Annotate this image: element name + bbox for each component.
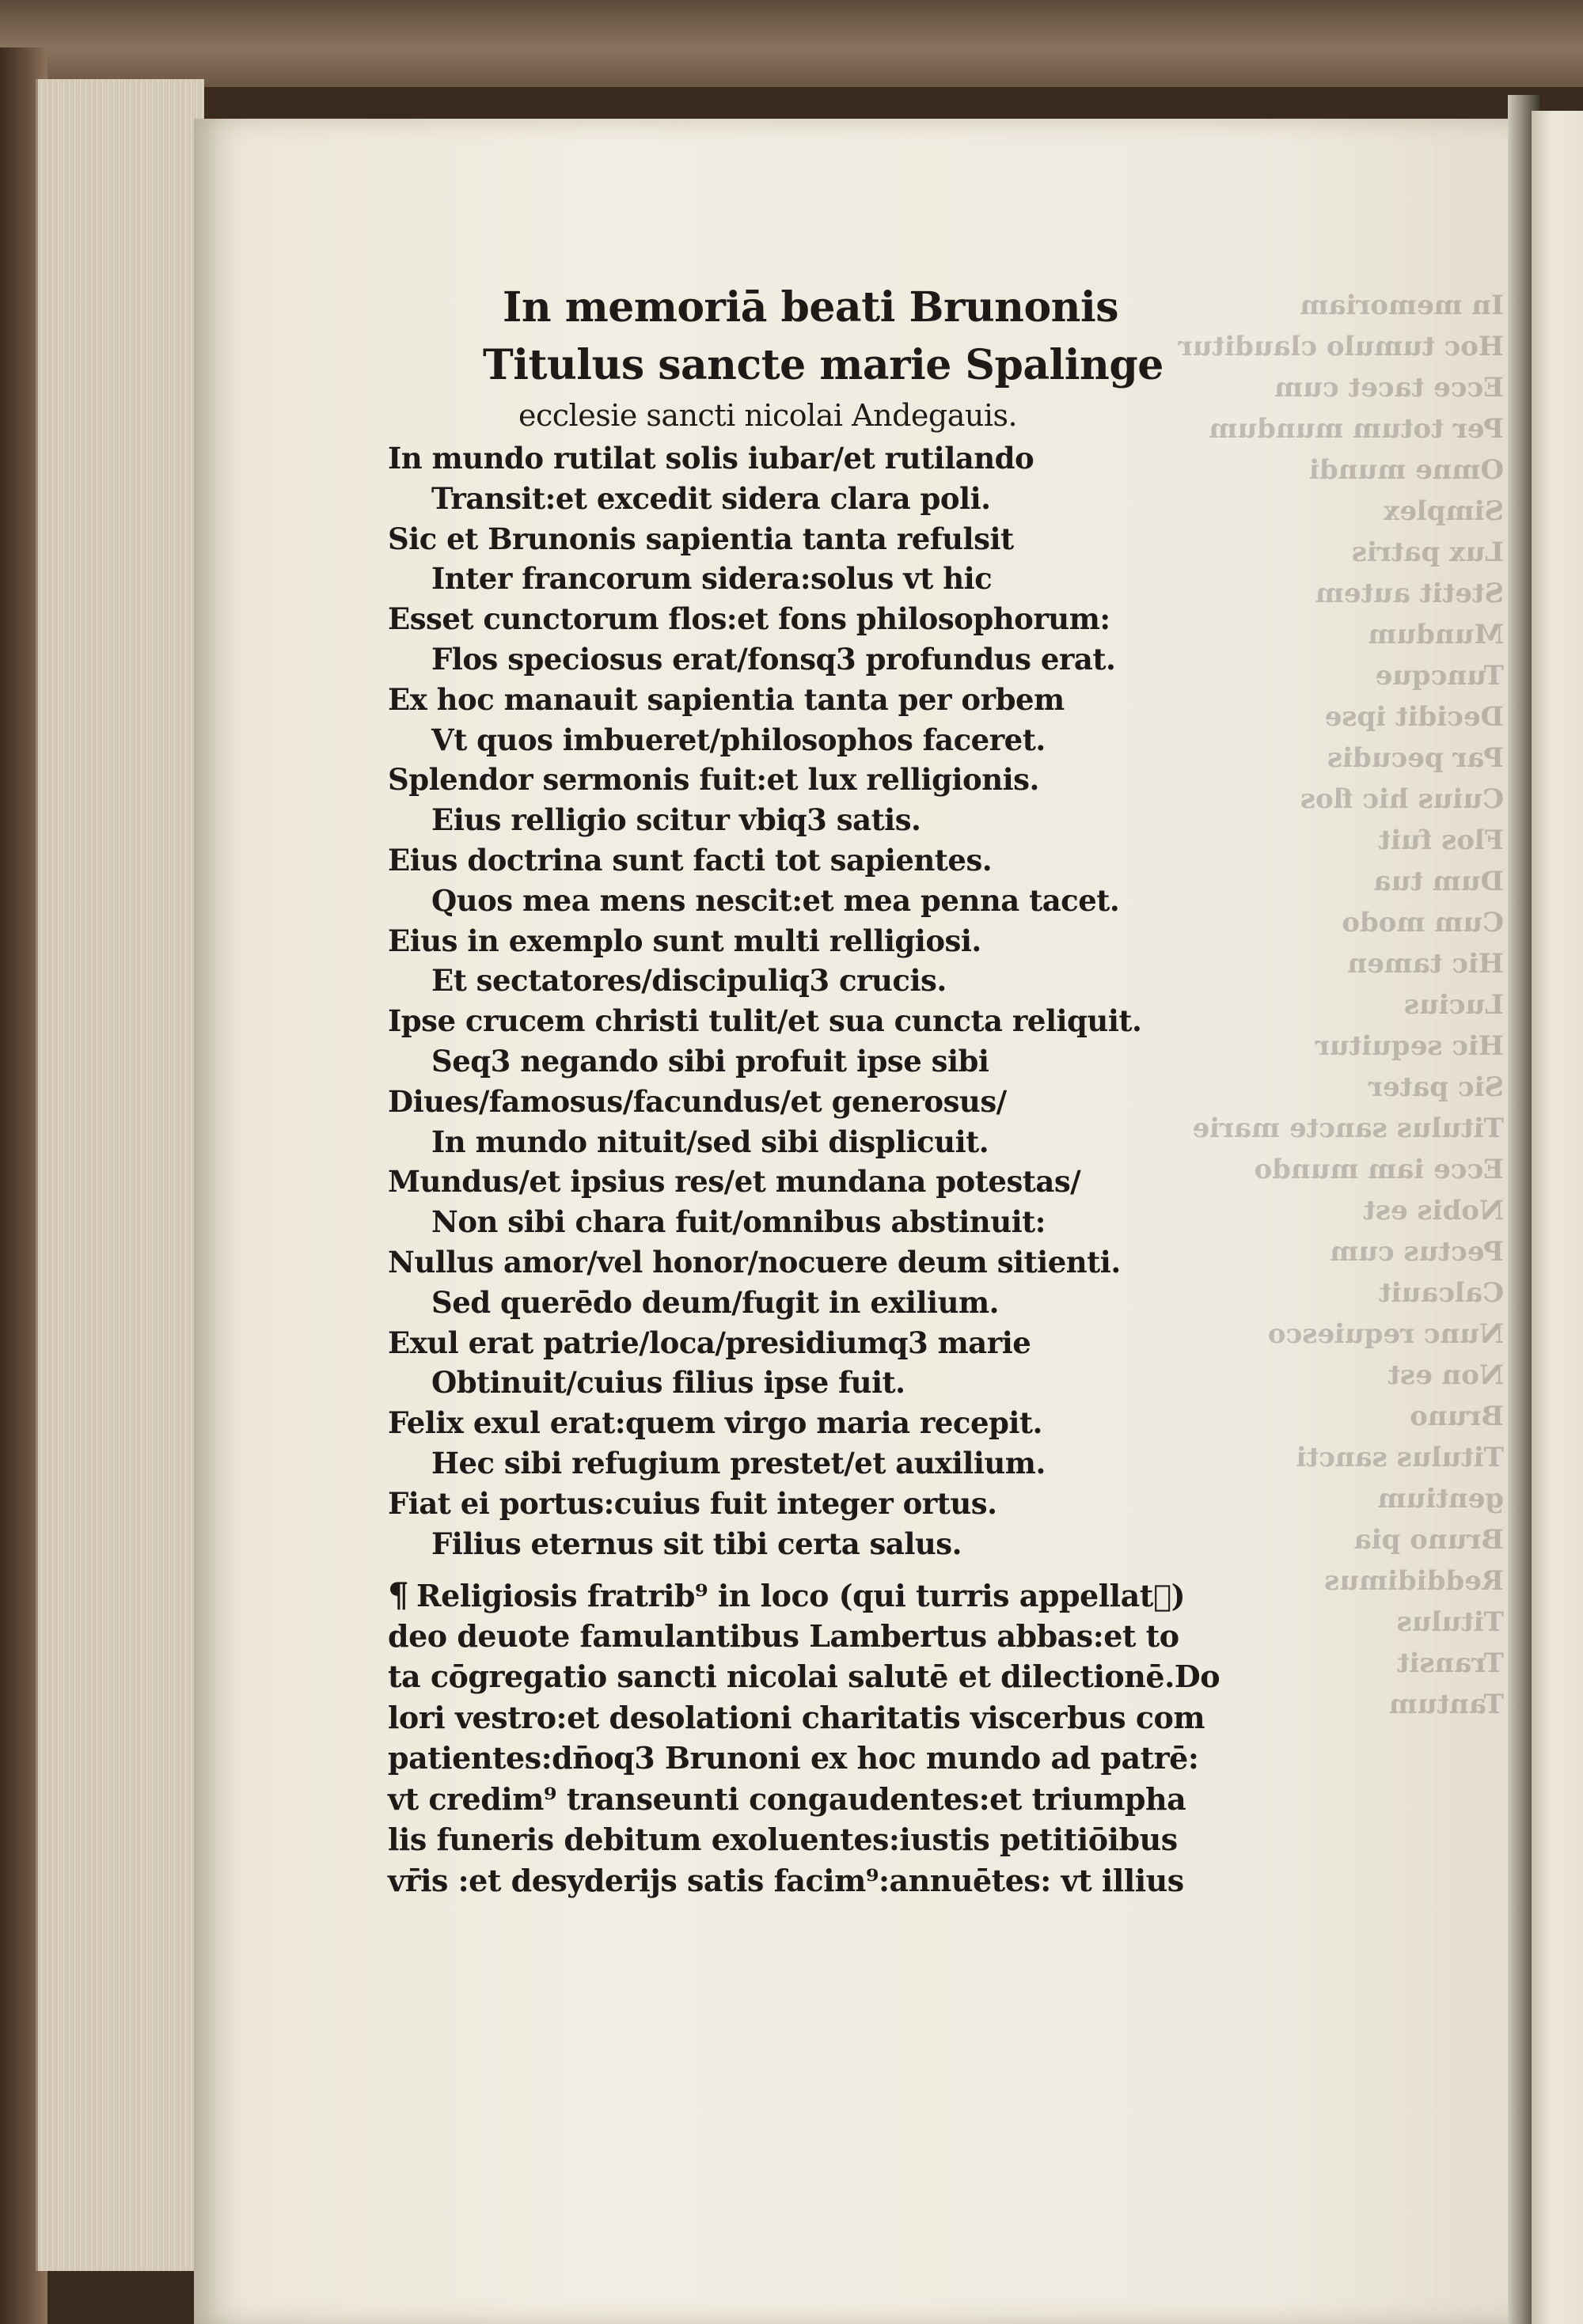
letter-line: vr̄is :et desyderijs satis facim⁹:annuētes: vt illius [388,1862,1184,1898]
show-through-line: Per totum mundum [1209,413,1504,445]
letter-line: patientes:dn̄oq3 Brunoni ex hoc mundo ad patrē: [388,1740,1199,1776]
show-through-line: Mundum [1368,619,1504,650]
verse-line: Eius doctrina sunt facti tot sapientes. [388,842,993,878]
verse-line: Mundus/et ipsius res/et mundana potestas/ [388,1164,1081,1200]
verse-line: Filius eternus sit tibi certa salus. [431,1526,962,1561]
show-through-line: Titulus sancti [1296,1442,1504,1473]
show-through-line: Omne mundi [1309,454,1504,486]
verse-line: Sed querēdo deum/fugit in exilium. [431,1284,1000,1320]
show-through-line: Non est [1387,1359,1504,1391]
verse-line: Vt quos imbueret/philosophos faceret. [431,722,1046,757]
show-through-line: Stetit autem [1315,578,1504,609]
letter-line: lori vestro:et desolationi charitatis viscerbus com [388,1699,1205,1735]
show-through-line: Simplex [1383,495,1504,527]
show-through-line: Pectus cum [1330,1236,1504,1268]
show-through-line: Calcauit [1378,1277,1504,1309]
show-through-line: Transit [1396,1647,1504,1679]
verse-line: Et sectatores/discipuliq3 crucis. [431,963,947,999]
show-through-line: Ecce iam mundo [1254,1154,1504,1185]
verse-line: In mundo rutilat solis iubar/et rutilando [388,441,1034,476]
show-through-line: Hic sequitur [1315,1030,1504,1062]
poem [388,438,1195,1564]
letter-line: vt credim⁹ transeunti congaudentes:et triumpha [388,1780,1186,1817]
letter-line [388,1575,1195,1616]
show-through-line: gentium [1377,1483,1504,1515]
verse-line: Esset cunctorum flos:et fons philosophorum: [388,601,1110,637]
verse-line: Eius in exemplo sunt multi relligiosi. [388,923,981,958]
show-through-line: Sic pater [1368,1071,1504,1103]
verse-line: Ex hoc manauit sapientia tanta per orbem [388,681,1065,717]
show-through-line: Titulus sancte marie [1192,1113,1504,1144]
show-through-line: Tuncque [1375,660,1504,692]
verse-line: Splendor sermonis fuit:et lux relligionis. [388,762,1039,798]
show-through-line: Cum modo [1342,907,1504,938]
show-through-line: Dum tua [1373,866,1504,897]
verse-line: Nullus amor/vel honor/nocuere deum sitienti. [388,1244,1121,1280]
show-through-line: Ecce tacet cum [1274,372,1504,404]
verse-line: Felix exul erat:quem virgo maria recepit. [388,1405,1042,1441]
verse-line: Sic et Brunonis sapientia tanta refulsit [388,521,1014,556]
show-through-line: Par pecudis [1327,742,1504,774]
show-through-line: Hic tamen [1347,948,1504,980]
verse-line: Ipse crucem christi tulit/et sua cuncta reliquit. [388,1003,1142,1039]
letter-line-text: Religiosis fratrib⁹ in loco (qui turris appellat᷑) [416,1578,1186,1614]
show-through-line: Bruno pia [1353,1524,1504,1556]
show-through-line: Decidit ipse [1324,701,1504,733]
heading-line-3: ecclesie sancti nicolai Andegauis. [518,398,1018,433]
show-through-line: Reddidimus [1324,1565,1504,1597]
verse-line: Exul erat patrie/loca/presidiumq3 marie [388,1325,1031,1360]
printed-text [388,277,1220,1901]
verse-line: Flos speciosus erat/fonsq3 profundus erat. [431,641,1116,677]
show-through-line: Lux patris [1351,536,1504,568]
verse-line: Transit:et excedit sidera clara poli. [431,480,991,516]
verse-line: Eius relligio scitur vbiq3 satis. [431,802,921,838]
show-through-line: Hoc tumulo clauditur [1178,331,1504,362]
verse-line: In mundo nituit/sed sibi displicuit. [431,1124,989,1159]
verse-line: Obtinuit/cuius filius ipse fuit. [431,1365,905,1401]
facing-page-edge [1532,111,1583,2324]
verse-line: Seq3 negando sibi profuit ipse sibi [431,1043,989,1079]
show-through-line: Lucius [1403,989,1504,1021]
book-cover-top [0,0,1583,87]
verse-line: Hec sibi refugium prestet/et auxilium. [431,1445,1046,1480]
pilcrow-mark: ¶ [388,1575,409,1615]
page-edges [36,79,204,2271]
letter-paragraph [388,1575,1220,1901]
verse-line: Fiat ei portus:cuius fuit integer ortus. [388,1485,997,1521]
heading-line-2: Titulus sancte marie Spalinge [483,341,1164,389]
show-through-line: Nobis est [1363,1195,1504,1226]
letter-line: ta cōgregatio sancti nicolai salutē et dilectionē.Do [388,1659,1220,1695]
letter-line: deo deuote famulantibus Lambertus abbas:et to [388,1617,1179,1654]
verse-line: Diues/famosus/facundus/et generosus/ [388,1083,1007,1119]
show-through-line: Tantum [1388,1689,1504,1720]
show-through-line: Cuius hic flos [1300,783,1504,815]
show-through-text [1178,285,1504,1828]
show-through-line: Bruno [1410,1401,1504,1432]
verse-line: Non sibi chara fuit/omnibus abstinuit: [431,1204,1046,1240]
verse-line: Quos mea mens nescit:et mea penna tacet. [431,882,1120,918]
verse-line: Inter francorum sidera:solus vt hic [431,561,993,597]
show-through-line: Nunc requiesco [1267,1318,1504,1350]
show-through-line: Flos fuit [1378,825,1504,856]
show-through-line: In memoriam [1300,290,1504,321]
show-through-line: Titulus [1396,1606,1504,1638]
letter-line: lis funeris debitum exoluentes:iustis petitiōibus [388,1822,1178,1858]
heading-line-1: In memoriā beati Brunonis [503,283,1118,332]
